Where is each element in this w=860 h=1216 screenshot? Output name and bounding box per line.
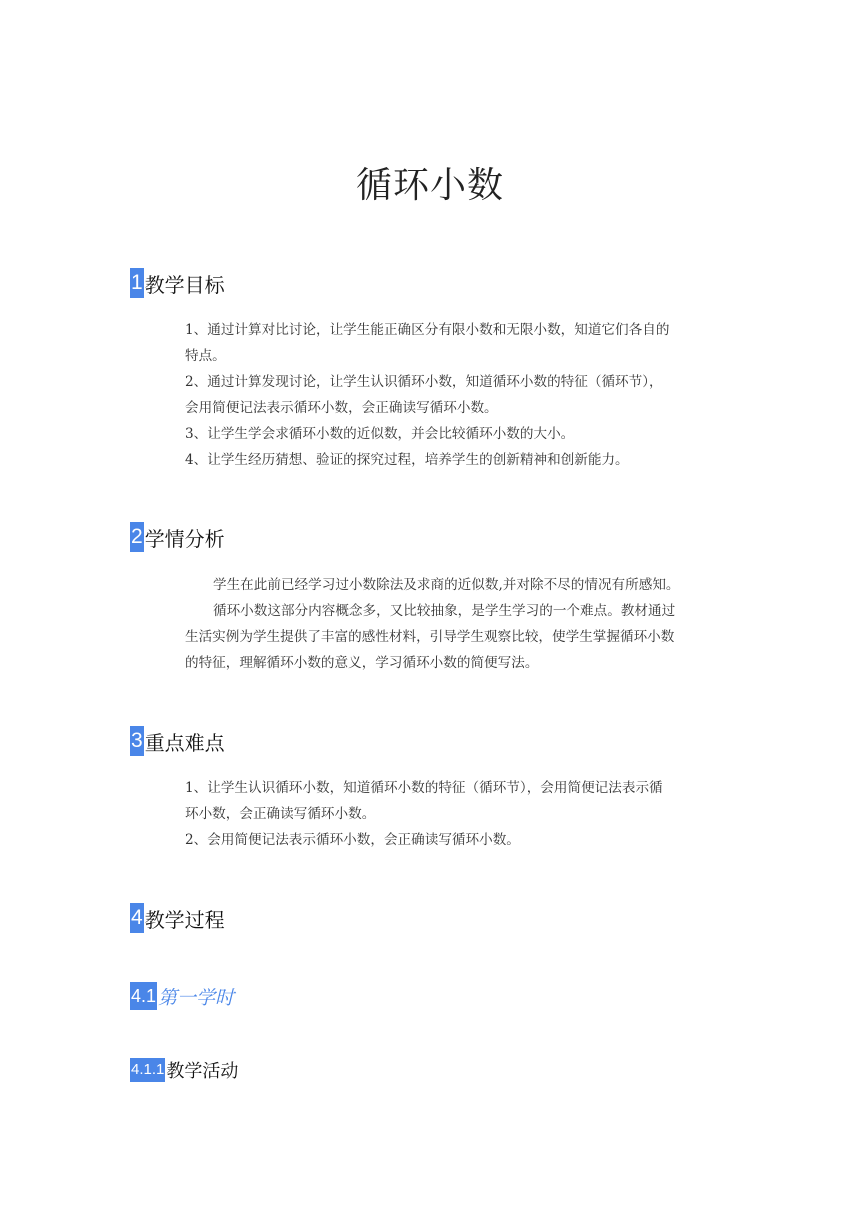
body-line: 生活实例为学生提供了丰富的感性材料，引导学生观察比较，使学生掌握循环小数 (185, 629, 675, 645)
body-line: 循环小数这部分内容概念多，又比较抽象，是学生学习的一个难点。教材通过 (213, 603, 676, 619)
body-line: 3、让学生学会求循环小数的近似数，并会比较循环小数的大小。 (185, 426, 575, 442)
body-line: 会用简便记法表示循环小数，会正确读写循环小数。 (185, 400, 498, 416)
section-title: 教学过程 (144, 907, 225, 932)
subsection-number-badge: 4.1 (130, 982, 157, 1010)
subsubsection-heading (130, 1055, 238, 1085)
section-body-2 (185, 572, 733, 676)
section-number-badge: 4 (130, 903, 144, 933)
section-number-badge: 2 (130, 522, 144, 552)
body-line: 1、通过计算对比讨论，让学生能正确区分有限小数和无限小数，知道它们各自的 (185, 322, 670, 338)
body-line: 环小数，会正确读写循环小数。 (185, 806, 376, 822)
page-title: 循环小数 (355, 165, 504, 206)
body-line: 的特征，理解循环小数的意义，学习循环小数的简便写法。 (185, 655, 539, 671)
section-body-3 (185, 775, 733, 853)
section-heading-1 (130, 268, 225, 298)
section-title: 教学目标 (144, 272, 225, 297)
section-title: 重点难点 (144, 730, 225, 755)
section-number-badge: 3 (130, 726, 144, 756)
section-heading-4 (130, 903, 225, 933)
section-heading-3 (130, 726, 225, 756)
section-body-1 (185, 317, 733, 473)
body-line: 2、会用简便记法表示循环小数，会正确读写循环小数。 (185, 832, 520, 848)
body-line: 2、通过计算发现讨论，让学生认识循环小数，知道循环小数的特征（循环节）， (185, 374, 663, 390)
subsubsection-number-badge: 4.1.1 (130, 1058, 165, 1082)
body-line: 4、让学生经历猜想、验证的探究过程，培养学生的创新精神和创新能力。 (185, 452, 629, 468)
subsection-heading (130, 981, 234, 1011)
subsection-title: 第一学时 (158, 986, 235, 1009)
body-line: 1、让学生认识循环小数，知道循环小数的特征（循环节），会用简便记法表示循 (185, 780, 663, 796)
body-line: 学生在此前已经学习过小数除法及求商的近似数,并对除不尽的情况有所感知。 (213, 577, 680, 593)
body-line: 特点。 (185, 348, 226, 364)
section-number-badge: 1 (130, 268, 144, 298)
subsubsection-title: 教学活动 (166, 1061, 239, 1082)
section-title: 学情分析 (144, 526, 225, 551)
section-heading-2 (130, 522, 225, 552)
